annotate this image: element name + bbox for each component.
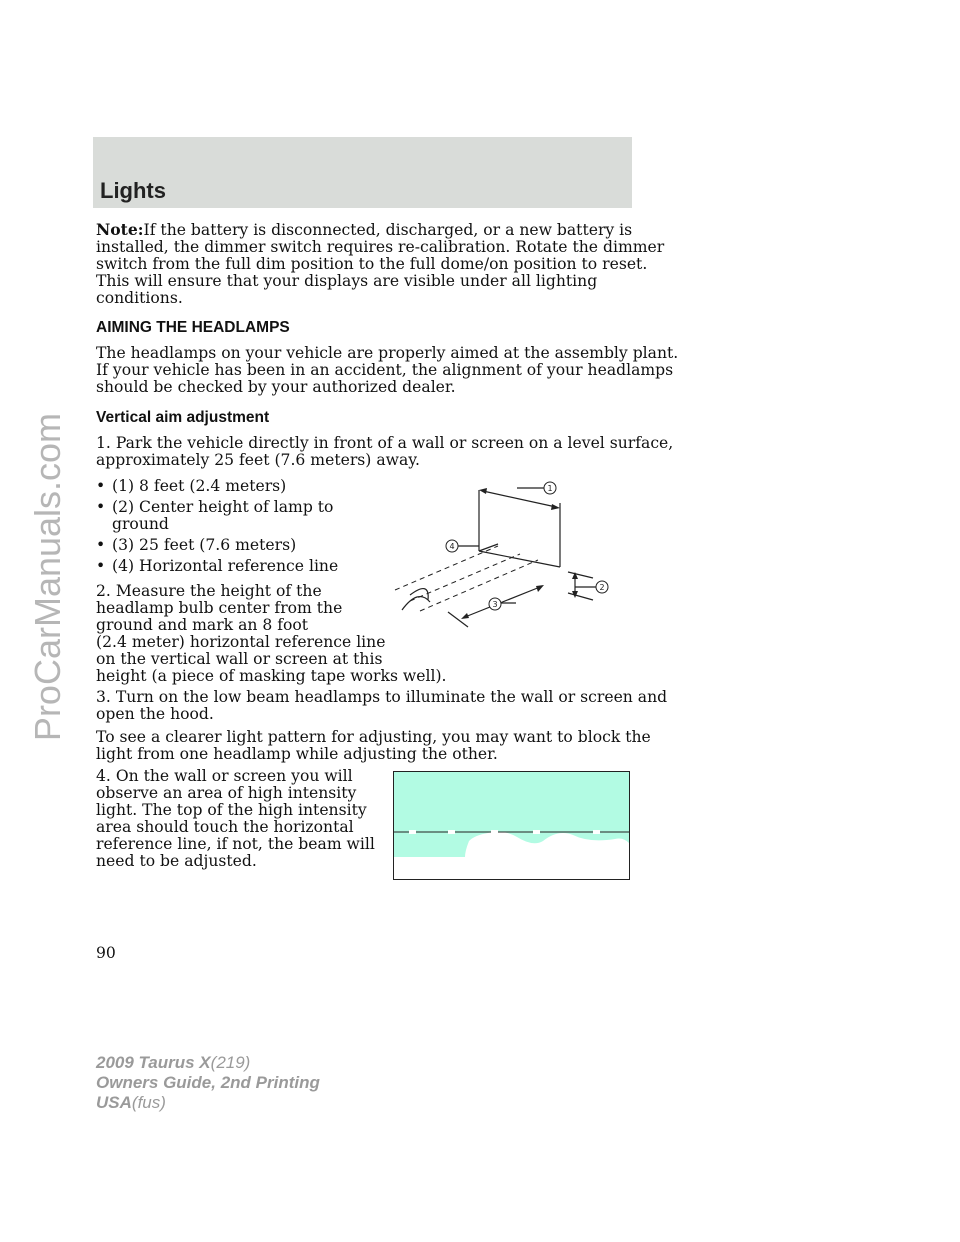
step4-line-1: 4. On the wall or screen you will xyxy=(96,767,353,785)
step4-line-3: light. The top of the high intensity xyxy=(96,801,367,819)
note-line-3: switch from the full dim position to the full dome/on position to reset. xyxy=(96,255,648,273)
step1-line-2: approximately 25 feet (7.6 meters) away. xyxy=(96,451,420,469)
step4-line-6: need to be adjusted. xyxy=(96,852,257,870)
page-number: 90 xyxy=(96,944,116,962)
tip-line-1: To see a clearer light pattern for adjusting, you may want to block the xyxy=(96,728,651,746)
step1-line-1: 1. Park the vehicle directly in front of a wall or screen on a level surface, xyxy=(96,434,674,452)
step2-line-1: 2. Measure the height of the xyxy=(96,582,322,600)
note-line-1: Note:If the battery is disconnected, discharged, or a new battery is xyxy=(96,220,633,239)
aiming-heading: AIMING THE HEADLAMPS xyxy=(96,319,290,336)
note-line-5: conditions. xyxy=(96,289,183,307)
note-label: Note: xyxy=(96,220,144,239)
step3-line-2: open the hood. xyxy=(96,705,214,723)
step2-line-4: (2.4 meter) horizontal reference line xyxy=(96,633,386,651)
step4-line-5: reference line, if not, the beam will xyxy=(96,835,375,853)
footer-guide: Owners Guide, 2nd Printing xyxy=(96,1073,320,1092)
step2-line-3: ground and mark an 8 foot xyxy=(96,616,309,634)
step4-line-4: area should touch the horizontal xyxy=(96,818,354,836)
callout-4: 4 xyxy=(449,542,455,551)
watermark: ProCarManuals.com xyxy=(27,412,68,742)
aiming-line-3: should be checked by your authorized dealer. xyxy=(96,378,456,396)
footer-market: USA(fus) xyxy=(96,1093,166,1112)
section-header-band xyxy=(93,137,632,208)
step2-line-5: on the vertical wall or screen at this xyxy=(96,650,383,668)
step2-line-2: headlamp bulb center from the xyxy=(96,599,343,617)
beam-pattern-diagram xyxy=(393,771,631,881)
step2-line-6: height (a piece of masking tape works well). xyxy=(96,667,447,685)
callout-2: 2 xyxy=(599,583,605,592)
footer-model: 2009 Taurus X(219) xyxy=(96,1053,251,1072)
vertical-heading: Vertical aim adjustment xyxy=(96,409,270,426)
callout-3: 3 xyxy=(492,600,498,609)
step4-line-2: observe an area of high intensity xyxy=(96,784,357,802)
step3-line-1: 3. Turn on the low beam headlamps to illuminate the wall or screen and xyxy=(96,688,668,706)
section-title: Lights xyxy=(100,178,166,203)
aiming-line-1: The headlamps on your vehicle are properly aimed at the assembly plant. xyxy=(96,344,679,362)
note-line-4: This will ensure that your displays are visible under all lighting xyxy=(96,272,598,290)
tip-line-2: light from one headlamp while adjusting the other. xyxy=(96,745,498,763)
callout-1: 1 xyxy=(547,484,553,493)
aiming-diagram xyxy=(390,470,630,640)
note-line-2: installed, the dimmer switch requires re-calibration. Rotate the dimmer xyxy=(96,238,665,256)
aiming-line-2: If your vehicle has been in an accident, the alignment of your headlamps xyxy=(96,361,674,379)
